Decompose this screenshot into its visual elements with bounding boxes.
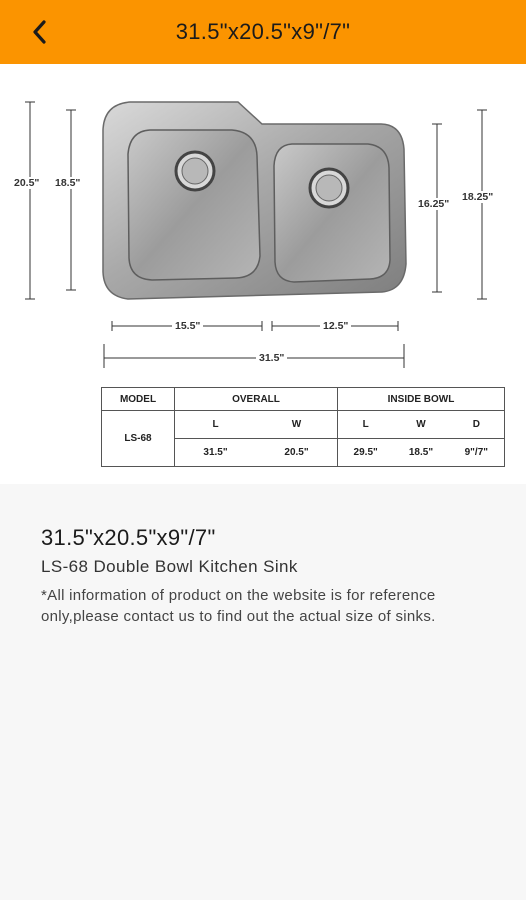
overall-col-l: L	[212, 419, 219, 430]
dim-right-overall-height: 18.25"	[462, 191, 494, 203]
overall-value-l: 31.5"	[203, 447, 228, 458]
dim-overall-width: 31.5"	[256, 352, 287, 364]
dim-right-inner-height: 16.25"	[418, 198, 450, 210]
inside-cell	[338, 411, 505, 467]
inside-col-w: W	[416, 419, 426, 430]
inside-value-w: 18.5"	[408, 447, 434, 458]
inside-value-l: 29.5"	[353, 447, 378, 458]
inside-bowl-header: INSIDE BOWL	[338, 388, 505, 411]
dim-left-inner-height: 18.5"	[55, 177, 81, 189]
inside-col-d: D	[472, 419, 480, 430]
inside-value-d: 9"/7"	[464, 447, 489, 458]
dim-right-bowl-width: 12.5"	[320, 320, 351, 332]
product-image	[0, 64, 526, 484]
model-header: MODEL	[102, 388, 175, 411]
product-title: 31.5"x20.5"x9"/7"	[41, 525, 216, 550]
overall-col-w: W	[291, 419, 302, 430]
back-button[interactable]	[22, 14, 58, 50]
dim-overall-height: 20.5"	[14, 177, 40, 189]
product-note: *All information of product on the website is for reference only,please contact us to find out the actual size of sinks.	[41, 587, 436, 625]
inside-col-l: L	[362, 419, 369, 430]
spec-table	[101, 387, 505, 467]
overall-header: OVERALL	[175, 388, 338, 411]
product-info	[41, 525, 501, 627]
overall-value-w: 20.5"	[284, 447, 309, 458]
app-header	[0, 0, 526, 64]
page-title: 31.5"x20.5"x9"/7"	[175, 19, 351, 44]
dim-left-bowl-width: 15.5"	[172, 320, 203, 332]
model-value: LS-68	[102, 411, 175, 467]
chevron-left-icon	[30, 19, 50, 45]
overall-cell	[175, 411, 338, 467]
product-name: LS-68 Double Bowl Kitchen Sink	[41, 557, 298, 576]
